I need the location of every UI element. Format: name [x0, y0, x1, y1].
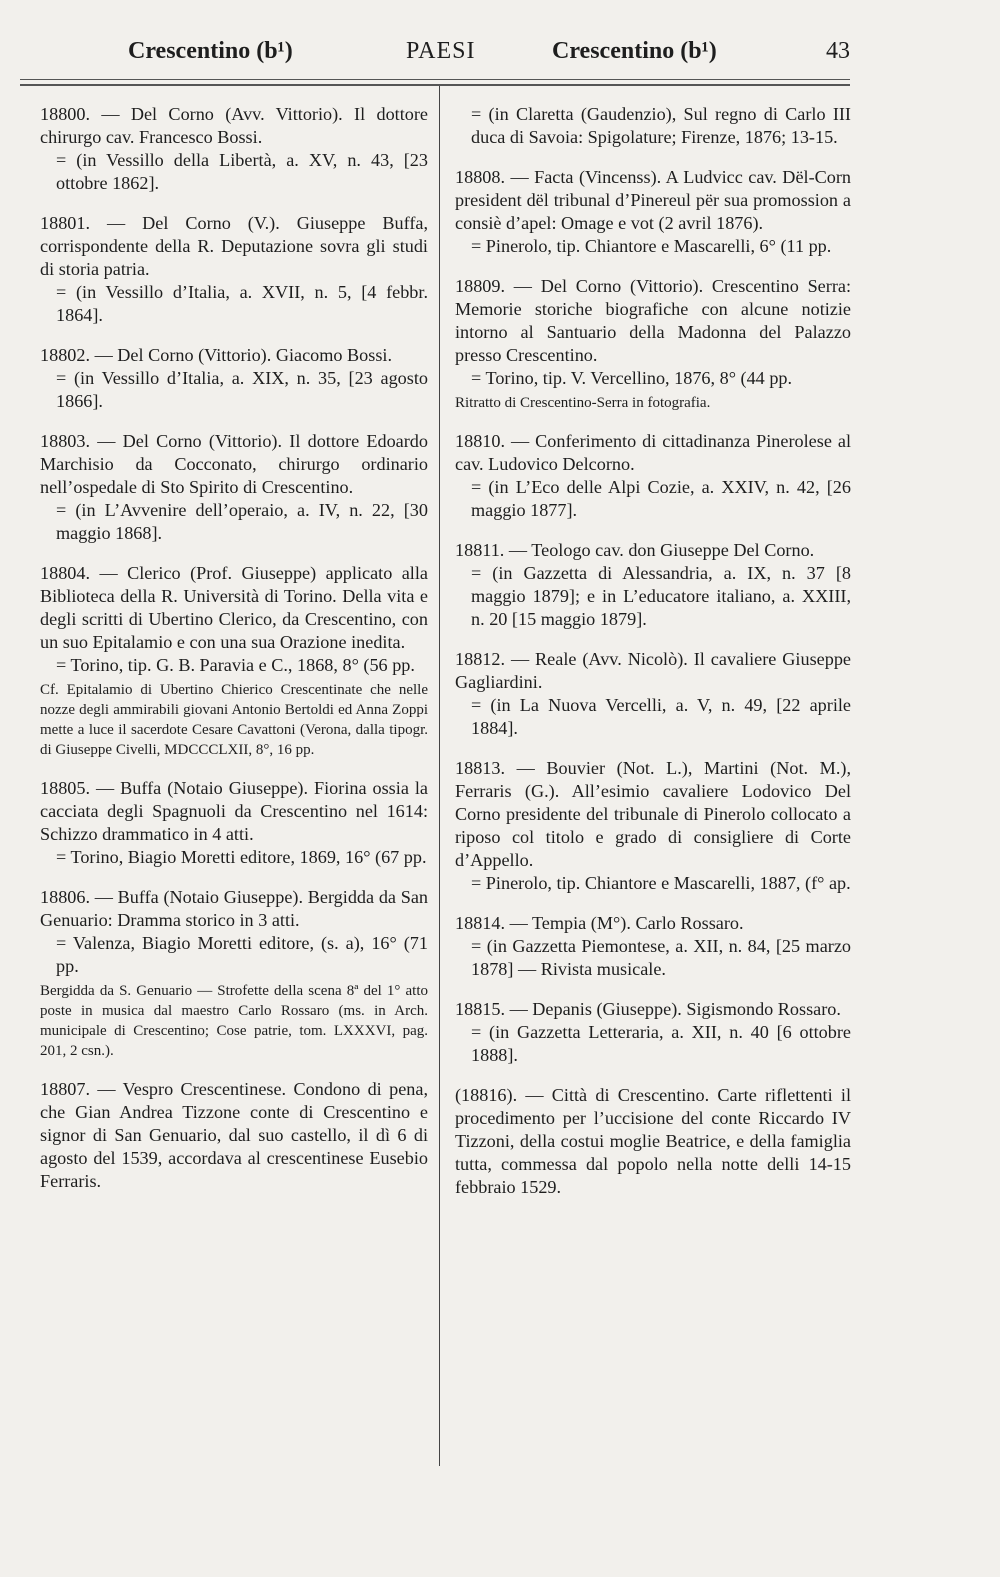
entry-18801 [40, 212, 428, 327]
entry-source: = (in La Nuova Vercelli, a. V, n. 49, [22 aprile 1884]. [471, 695, 851, 738]
running-header [128, 38, 850, 72]
entry-18811 [455, 539, 851, 631]
entry-text: 18804. — Clerico (Prof. Giuseppe) applicato alla Biblioteca della R. Università di Torino. Della vita e degli scritti di Ubertino Clerico, da Crescentino, con un suo Epitalamio e con una sua Orazione inedita. [40, 563, 428, 652]
column-divider [439, 86, 440, 1466]
entry-18813 [455, 757, 851, 895]
entry-18808 [455, 166, 851, 258]
entry-18804 [40, 562, 428, 760]
entry-18802 [40, 344, 428, 413]
page-number: 43 [826, 38, 850, 64]
entry-text: 18812. — Reale (Avv. Nicolò). Il cavaliere Giuseppe Gagliardini. [455, 649, 851, 692]
entry-note: Bergidda da S. Genuario — Strofette della scena 8ª del 1° atto poste in musica dal maestro Carlo Rossaro (ms. in Arch. municipale di Crescentino; Cose patrie, tom. LXXXVI, pag. 201, 2 csn.). [40, 983, 428, 1059]
entry-text: 18802. — Del Corno (Vittorio). Giacomo Bossi. [40, 345, 393, 365]
entry-source: = (in Claretta (Gaudenzio), Sul regno di Carlo III duca di Savoia: Spigolature; Firenze, 1876; 13-15. [471, 104, 851, 147]
left-column [40, 103, 428, 1210]
entry-source: = (in Vessillo d’Italia, a. XIX, n. 35, [23 agosto 1866]. [56, 368, 428, 411]
entry-text: 18808. — Facta (Vincenss). A Ludvicc cav. Dël-Corn president dël tribunal d’Pinereul për sua promossion a consiè d’apel: Omage e vot (2 avril 1876). [455, 167, 851, 233]
entry-source: = (in Vessillo della Libertà, a. XV, n. 43, [23 ottobre 1862]. [56, 150, 428, 193]
header-section: PAESI [406, 38, 476, 64]
entry-text: 18801. — Del Corno (V.). Giuseppe Buffa, corrispondente della R. Deputazione sovra gli studi di storia patria. [40, 213, 428, 279]
entry-source: = (in Gazzetta di Alessandria, a. IX, n. 37 [8 maggio 1879]; e in L’educatore italiano, a. XXIII, n. 20 [15 maggio 1879]. [471, 563, 851, 629]
entry-text: 18809. — Del Corno (Vittorio). Crescentino Serra: Memorie storiche biografiche con alcune notizie intorno al Santuario della Madonna del Palazzo presso Crescentino. [455, 276, 851, 365]
entry-source: = (in Gazzetta Piemontese, a. XII, n. 84, [25 marzo 1878] — Rivista musicale. [471, 936, 851, 979]
entry-text: 18800. — Del Corno (Avv. Vittorio). Il dottore chirurgo cav. Francesco Bossi. [40, 104, 428, 147]
entry-18806 [40, 886, 428, 1061]
entry-note: Ritratto di Crescentino-Serra in fotografia. [455, 395, 711, 411]
entry-text: (18816). — Città di Crescentino. Carte riflettenti il procedimento per l’uccisione del conte Riccardo IV Tizzoni, della costui moglie Beatrice, e della famiglia tutta, commessa dal popolo nella notte delli 14-15 febbraio 1529. [455, 1085, 851, 1197]
entry-source: = (in Gazzetta Letteraria, a. XII, n. 40 [6 ottobre 1888]. [471, 1022, 851, 1065]
entry-18800 [40, 103, 428, 195]
entry-source: = Pinerolo, tip. Chiantore e Mascarelli, 1887, (f° ap. [471, 873, 851, 893]
entry-18814 [455, 912, 851, 981]
entry-source: = (in L’Avvenire dell’operaio, a. IV, n. 22, [30 maggio 1868]. [56, 500, 428, 543]
entry-18807-continued [455, 103, 851, 149]
entry-18816 [455, 1084, 851, 1199]
header-right-title: Crescentino (b¹) [552, 38, 717, 64]
header-left-title: Crescentino (b¹) [128, 38, 293, 64]
entry-note: Cf. Epitalamio di Ubertino Chierico Crescentinate che nelle nozze degli ammirabili giovani Antonio Bertoldi ed Anna Zoppi mette a luce il sacerdote Cesare Cavattoni (Verona, dalla tipogr. di Giuseppe Civelli, MDCCCLXII, 8°, 16 pp. [40, 682, 428, 758]
entry-text: 18806. — Buffa (Notaio Giuseppe). Bergidda da San Genuario: Dramma storico in 3 atti. [40, 887, 428, 930]
entry-source: = Torino, Biagio Moretti editore, 1869, 16° (67 pp. [56, 847, 427, 867]
entry-source: = (in Vessillo d’Italia, a. XVII, n. 5, [4 febbr. 1864]. [56, 282, 428, 325]
header-rule-top [20, 79, 850, 80]
right-column [455, 103, 851, 1216]
entry-text: 18811. — Teologo cav. don Giuseppe Del Corno. [455, 540, 815, 560]
entry-text: 18807. — Vespro Crescentinese. Condono di pena, che Gian Andrea Tizzone conte di Crescentino e signor di San Genuario, dal suo castello, il dì 6 di agosto del 1539, accordava al crescentinese Eusebio Ferraris. [40, 1079, 428, 1191]
entry-source: = Torino, tip. V. Vercellino, 1876, 8° (44 pp. [471, 368, 793, 388]
entry-18812 [455, 648, 851, 740]
entry-source: = Torino, tip. G. B. Paravia e C., 1868, 8° (56 pp. [56, 655, 415, 675]
entry-18810 [455, 430, 851, 522]
entry-text: 18803. — Del Corno (Vittorio). Il dottore Edoardo Marchisio da Cocconato, chirurgo ordinario nell’ospedale di Sto Spirito di Crescentino. [40, 431, 428, 497]
entry-text: 18810. — Conferimento di cittadinanza Pinerolese al cav. Ludovico Delcorno. [455, 431, 851, 474]
entry-source: = Valenza, Biagio Moretti editore, (s. a), 16° (71 pp. [56, 933, 428, 976]
header-rule-bottom [20, 84, 850, 86]
entry-source: = (in L’Eco delle Alpi Cozie, a. XXIV, n. 42, [26 maggio 1877]. [471, 477, 851, 520]
entry-18815 [455, 998, 851, 1067]
entry-18803 [40, 430, 428, 545]
entry-text: 18814. — Tempia (M°). Carlo Rossaro. [455, 913, 744, 933]
entry-18809 [455, 275, 851, 413]
entry-source: = Pinerolo, tip. Chiantore e Mascarelli, 6° (11 pp. [471, 236, 832, 256]
entry-18807 [40, 1078, 428, 1193]
entry-18805 [40, 777, 428, 869]
entry-text: 18815. — Depanis (Giuseppe). Sigismondo Rossaro. [455, 999, 841, 1019]
entry-text: 18805. — Buffa (Notaio Giuseppe). Fiorina ossia la cacciata degli Spagnuoli da Crescentino nel 1614: Schizzo drammatico in 4 atti. [40, 778, 428, 844]
entry-text: 18813. — Bouvier (Not. L.), Martini (Not. M.), Ferraris (G.). All’esimio cavaliere Lodovico Del Corno presidente del tribunale di Pinerolo collocato a riposo col titolo e grado di consigliere di Corte d’Appello. [455, 758, 851, 870]
